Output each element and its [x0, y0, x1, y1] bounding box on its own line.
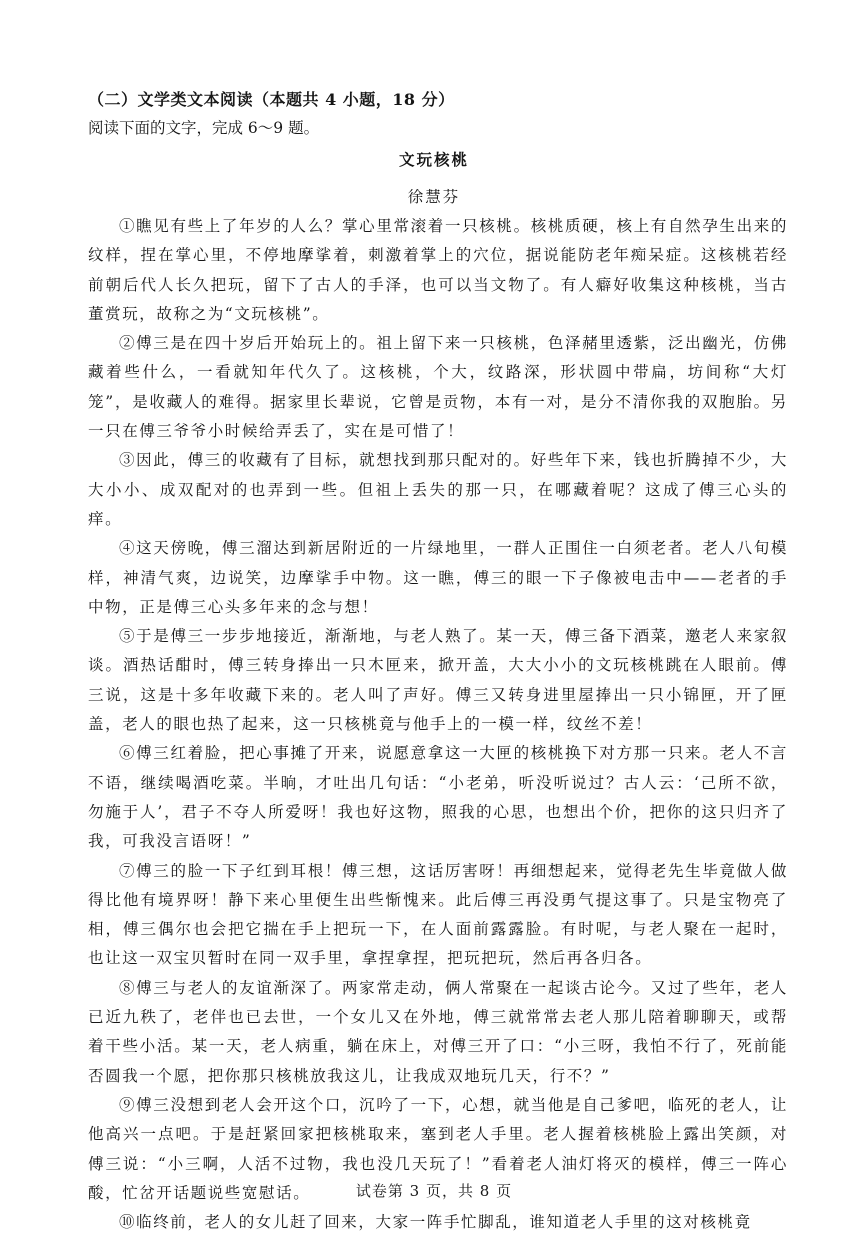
paragraph-8: ⑧傅三与老人的友谊渐深了。两家常走动，俩人常聚在一起谈古论今。又过了些年，老人已近九秩了，老伴也已去世，一个女儿又在外地，傅三就常常去老人那儿陪着聊聊天，或帮着干些小活。某一天，老人病重，躺在床上，对傅三开了口：“小三呀，我怕不行了，死前能否圆我一个愿，把你那只核桃放我这儿，让我成双地玩几天，行不？”: [88, 978, 788, 1085]
article-body: [88, 212, 788, 1237]
article-author: 徐慧芬: [407, 188, 461, 206]
paragraph-10: ⑩临终前，老人的女儿赶了回来，大家一阵手忙脚乱，谁知道老人手里的这对核桃竟: [119, 1213, 752, 1232]
reading-instruction: 阅读下面的文字，完成 6～9 题。: [88, 119, 320, 137]
article-title: 文玩核桃: [398, 150, 469, 169]
paragraph-5: ⑤于是傅三一步步地接近，渐渐地，与老人熟了。某一天，傅三备下酒菜，邀老人来家叙谈。酒热话酣时，傅三转身捧出一只木匣来，掀开盖，大大小小的文玩核桃跳在人眼前。傅三说，这是十多年收藏下来的。老人叫了声好。傅三又转身进里屋捧出一只小锦匣，开了匣盖，老人的眼也热了起来，这一只核桃竟与他手上的一模一样，纹丝不差！: [88, 627, 788, 734]
paragraph-7: ⑦傅三的脸一下子红到耳根！傅三想，这话厉害呀！再细想起来，觉得老先生毕竟做人做得比他有境界呀！静下来心里便生出些惭愧来。此后傅三再没勇气提这事了。只是宝物亮了相，傅三偶尔也会把它揣在手上把玩一下，在人面前露露脸。有时呢，与老人聚在一起时，也让这一双宝贝暂时在同一双手里，拿捏拿捏，把玩把玩，然后再各归各。: [88, 861, 788, 968]
paragraph-2: ②傅三是在四十岁后开始玩上的。祖上留下来一只核桃，色泽赭里透紫，泛出幽光，仿佛藏着些什么，一看就知年代久了。这核桃，个大，纹路深，形状圆中带扁，坊间称“大灯笼”，是收藏人的难得。据家里长辈说，它曾是贡物，本有一对，是分不清你我的双胞胎。另一只在傅三爷爷小时候给弄丢了，实在是可惜了！: [88, 334, 788, 441]
paragraph-6: ⑥傅三红着脸，把心事摊了开来，说愿意拿这一大匣的核桃换下对方那一只来。老人不言不语，继续喝酒吃菜。半晌，才吐出几句话：“小老弟，听没听说过？古人云：‘己所不欲，勿施于人’，君子不夺人所爱呀！我也好这物，照我的心思，也想出个价，把你的这只归齐了我，可我没言语呀！”: [88, 744, 788, 851]
paragraph-4: ④这天傍晚，傅三溜达到新居附近的一片绿地里，一群人正围住一白须老者。老人八旬模样，神清气爽，边说笑，边摩挲手中物。这一瞧，傅三的眼一下子像被电击中——老者的手中物，正是傅三心头多年来的念与想！: [88, 539, 788, 616]
paragraph-1: ①瞧见有些上了年岁的人么？掌心里常滚着一只核桃。核桃质硬，核上有自然孕生出来的纹样，捏在掌心里，不停地摩挲着，刺激着掌上的穴位，据说能防老年痴呆症。这核桃若经前朝后代人长久把玩，留下了古人的手泽，也可以当文物了。有人癖好收集这种核桃，当古董赏玩，故称之为“文玩核桃”。: [88, 217, 788, 323]
page-footer: 试卷第 3 页，共 8 页: [355, 1182, 513, 1200]
paragraph-9: ⑨傅三没想到老人会开这个口，沉吟了一下，心想，就当他是自己爹吧，临死的老人，让他高兴一点吧。于是赶紧回家把核桃取来，塞到老人手里。老人握着核桃脸上露出笑颜，对傅三说：“小三啊，人活不过物，我也没几天玩了！”看着老人油灯将灭的模样，傅三一阵心酸，忙岔开话题说些宽慰话。: [88, 1095, 788, 1202]
section-heading: （二）文学类文本阅读（本题共 4 小题，18 分）: [88, 90, 455, 109]
paragraph-3: ③因此，傅三的收藏有了目标，就想找到那只配对的。好些年下来，钱也折腾掉不少，大大小小、成双配对的也弄到一些。但祖上丢失的那一只，在哪藏着呢？这成了傅三心头的痒。: [88, 451, 788, 528]
